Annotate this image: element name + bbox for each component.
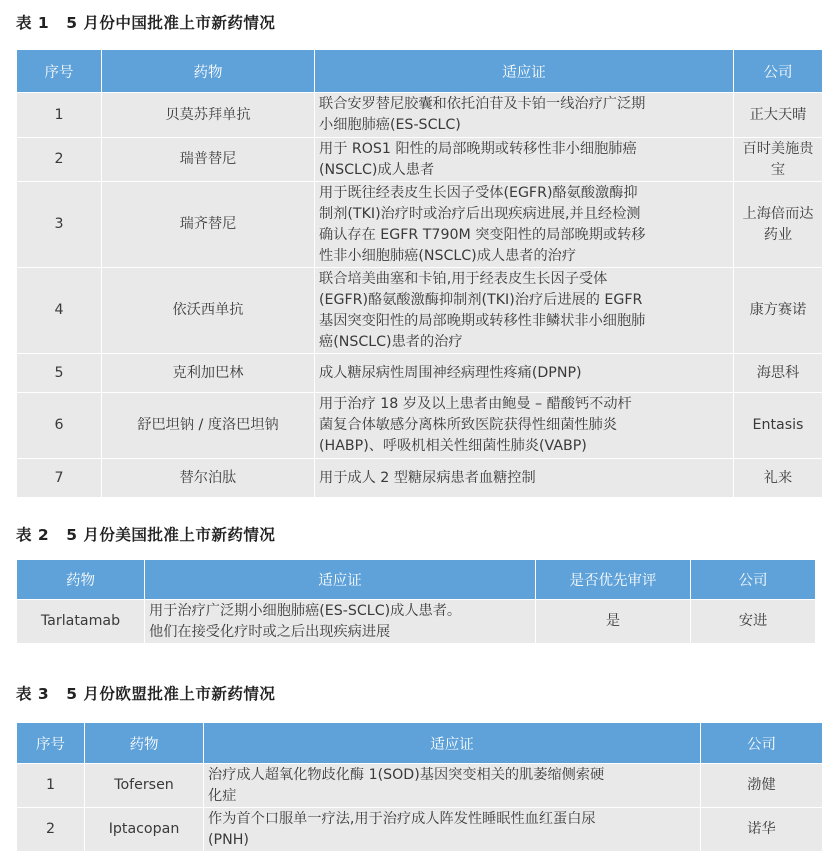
row-no: 2 [17, 808, 85, 852]
table3-title-text: 5 月份欧盟批准上市新药情况 [66, 685, 276, 703]
table-row [17, 393, 823, 459]
row-indication: 联合安罗替尼胶囊和依托泊苷及卡铂一线治疗广泛期 小细胞肺癌(ES-SCLC) [315, 93, 734, 138]
row-indication: 治疗成人超氧化物歧化酶 1(SOD)基因突变相关的肌萎缩侧索硬 化症 [204, 764, 701, 808]
row-no: 1 [17, 764, 85, 808]
table2-header-drug: 药物 [17, 560, 145, 600]
row-company: 礼来 [734, 459, 823, 498]
row-drug: 依沃西单抗 [102, 268, 315, 354]
table2-title-text: 5 月份美国批准上市新药情况 [66, 526, 276, 544]
table-row [17, 764, 823, 808]
row-indication: 用于 ROS1 阳性的局部晚期或转移性非小细胞肺癌 (NSCLC)成人患者 [315, 138, 734, 182]
table1-header-drug: 药物 [102, 50, 315, 93]
table1-header-row [17, 50, 823, 93]
table2-header-priority: 是否优先审评 [536, 560, 691, 600]
table1-header-no: 序号 [17, 50, 102, 93]
row-company: 安进 [691, 600, 816, 644]
row-drug: Iptacopan [85, 808, 204, 852]
row-no: 6 [17, 393, 102, 459]
row-drug: 瑞齐替尼 [102, 182, 315, 268]
row-indication: 用于治疗 18 岁及以上患者由鲍曼 – 醋酸钙不动杆 菌复合体敏感分离株所致医院获得性细菌性肺炎 (HABP)、呼吸机相关性细菌性肺炎(VABP) [315, 393, 734, 459]
row-company: 渤健 [701, 764, 823, 808]
row-drug: Tarlatamab [17, 600, 145, 644]
row-indication: 联合培美曲塞和卡铂,用于经表皮生长因子受体 (EGFR)酪氨酸激酶抑制剂(TKI)治疗后进展的 EGFR 基因突变阳性的局部晚期或转移性非鳞状非小细胞肺 癌(NSCLC)患者的治疗 [315, 268, 734, 354]
table1 [16, 49, 823, 498]
table-row [17, 138, 823, 182]
row-drug: Tofersen [85, 764, 204, 808]
row-company: Entasis [734, 393, 823, 459]
table1-label: 表 1 [16, 14, 50, 32]
row-drug: 克利加巴林 [102, 354, 315, 393]
row-indication: 用于既往经表皮生长因子受体(EGFR)酪氨酸激酶抑 制剂(TKI)治疗时或治疗后出现疾病进展,并且经检测 确认存在 EGFR T790M 突变阳性的局部晚期或转移 性非小细胞肺癌(NSCLC)成人患者的治疗 [315, 182, 734, 268]
table-row [17, 354, 823, 393]
row-drug: 瑞普替尼 [102, 138, 315, 182]
table-row [17, 93, 823, 138]
row-no: 5 [17, 354, 102, 393]
table3-header-drug: 药物 [85, 723, 204, 764]
row-no: 1 [17, 93, 102, 138]
row-indication: 作为首个口服单一疗法,用于治疗成人阵发性睡眠性血红蛋白尿 (PNH) [204, 808, 701, 852]
table2-header-company: 公司 [691, 560, 816, 600]
table2-header-row [17, 560, 816, 600]
row-company: 诺华 [701, 808, 823, 852]
row-indication: 用于成人 2 型糖尿病患者血糖控制 [315, 459, 734, 498]
row-no: 7 [17, 459, 102, 498]
table1-title-text: 5 月份中国批准上市新药情况 [66, 14, 276, 32]
row-company: 康方赛诺 [734, 268, 823, 354]
table1-header-company: 公司 [734, 50, 823, 93]
row-no: 3 [17, 182, 102, 268]
table3-header-row [17, 723, 823, 764]
table2-title [16, 523, 275, 545]
table-row [17, 459, 823, 498]
table3 [16, 722, 823, 852]
row-company: 海思科 [734, 354, 823, 393]
table-row [17, 600, 816, 644]
table3-header-company: 公司 [701, 723, 823, 764]
table-row [17, 808, 823, 852]
row-indication: 成人糖尿病性周围神经病理性疼痛(DPNP) [315, 354, 734, 393]
table1-header-indication: 适应证 [315, 50, 734, 93]
row-no: 2 [17, 138, 102, 182]
row-company: 百时美施贵宝 [734, 138, 823, 182]
table3-title [16, 682, 275, 704]
table3-header-no: 序号 [17, 723, 85, 764]
row-drug: 舒巴坦钠 / 度洛巴坦钠 [102, 393, 315, 459]
table-row [17, 268, 823, 354]
table-row [17, 182, 823, 268]
table2-header-indication: 适应证 [145, 560, 536, 600]
table1-title [16, 11, 275, 33]
table2 [16, 559, 816, 644]
table2-label: 表 2 [16, 526, 50, 544]
row-drug: 贝莫苏拜单抗 [102, 93, 315, 138]
row-no: 4 [17, 268, 102, 354]
row-indication: 用于治疗广泛期小细胞肺癌(ES-SCLC)成人患者。 他们在接受化疗时或之后出现疾病进展 [145, 600, 536, 644]
row-company: 正大天晴 [734, 93, 823, 138]
table3-label: 表 3 [16, 685, 50, 703]
table3-header-indication: 适应证 [204, 723, 701, 764]
row-company: 上海倍而达药业 [734, 182, 823, 268]
row-drug: 替尔泊肽 [102, 459, 315, 498]
row-priority: 是 [536, 600, 691, 644]
